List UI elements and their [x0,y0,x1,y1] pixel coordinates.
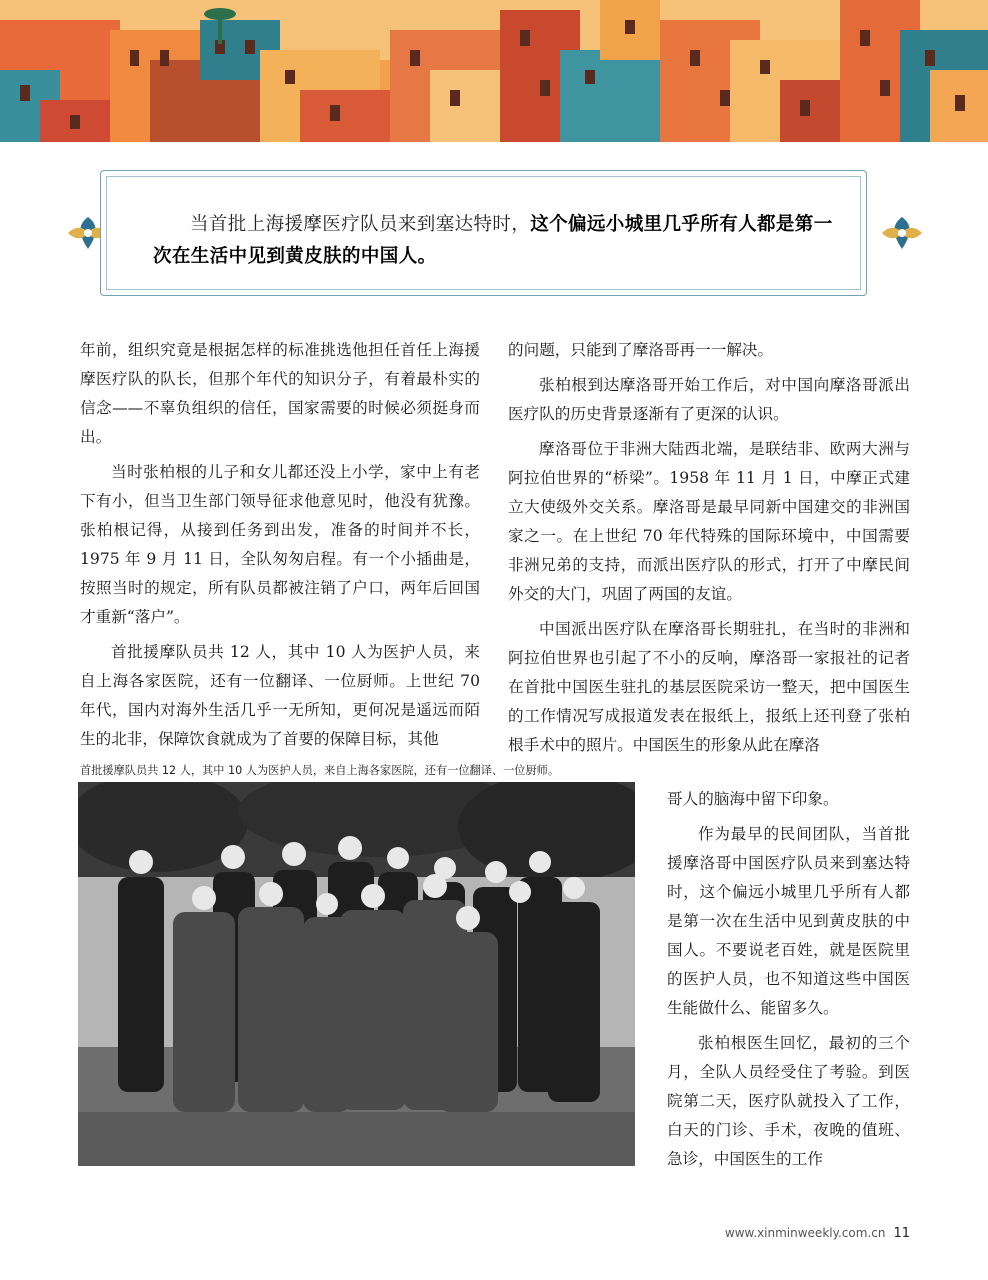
paragraph: 当时张柏根的儿子和女儿都还没上小学，家中上有老下有小，但当卫生部门领导征求他意见时，他没有犹豫。张柏根记得，从接到任务到出发，准备的时间并不长，1975 年 9 月 11 日，全队匆匆启程。有一个小插曲是，按照当时的规定，所有队员都被注销了户口，两年后回国才重新“落户”。 [80,463,480,626]
pull-quote-box [100,170,867,296]
header-illustration [0,0,988,142]
pull-quote-normal: 当首批上海援摩医疗队员来到塞达特时， [190,214,531,235]
ornament-right-icon [880,213,924,253]
article-column-3 [667,785,910,1180]
paragraph: 的问题，只能到了摩洛哥再一一解决。 [508,341,774,359]
group-photo [78,782,635,1166]
page-footer [700,1226,910,1241]
photo-caption: 首批援摩队员共 12 人，其中 10 人为医护人员，来自上海各家医院，还有一位翻译、一位厨师。 [80,764,560,777]
paragraph: 摩洛哥位于非洲大陆西北端，是联结非、欧两大洲与阿拉伯世界的“桥梁”。1958 年 11 月 1 日，中摩正式建立大使级外交关系。摩洛哥是最早同新中国建交的非洲国家之一。在上世纪 70 年代特殊的国际环境中，中国需要非洲兄弟的支持，而派出医疗队的形式，打开了中摩民间外交的大门，巩固了两国的友谊。 [508,440,910,603]
paragraph: 首批援摩队员共 12 人，其中 10 人为医护人员，来自上海各家医院，还有一位翻译、一位厨师。上世纪 70 年代，国内对海外生活几乎一无所知，更何况是遥远而陌生的北非，保障饮食就成为了首要的保障目标，其他 [80,643,480,748]
page-number: 11 [893,1226,910,1241]
paragraph: 张柏根到达摩洛哥开始工作后，对中国向摩洛哥派出医疗队的历史背景逐渐有了更深的认识。 [508,376,910,423]
article-column-2 [508,336,910,766]
paragraph: 中国派出医疗队在摩洛哥长期驻扎，在当时的非洲和阿拉伯世界也引起了不小的反响，摩洛哥一家报社的记者在首批中国医生驻扎的基层医院采访一整天，把中国医生的工作情况写成报道发表在报纸上，报纸上还刊登了张柏根手术中的照片。中国医生的形象从此在摩洛 [508,620,910,754]
pull-quote-text [153,209,843,273]
paragraph: 哥人的脑海中留下印象。 [667,790,839,808]
paragraph: 作为最早的民间团队，当首批援摩洛哥中国医疗队员来到塞达特时，这个偏远小城里几乎所有人都是第一次在生活中见到黄皮肤的中国人。不要说老百姓，就是医院里的医护人员，也不知道这些中国医生能做什么、能留多久。 [667,825,910,1017]
pull-quote-bold: 这个偏远小城里几乎所有人都是第一次在生活中见到黄皮肤的中国人。 [153,214,833,267]
paragraph: 张柏根医生回忆，最初的三个月，全队人员经受住了考验。到医院第二天，医疗队就投入了工作，白天的门诊、手术，夜晚的值班、急诊，中国医生的工作 [667,1034,910,1168]
paragraph: 年前，组织究竟是根据怎样的标准挑选他担任首任上海援摩医疗队的队长，但那个年代的知识分子，有着最朴实的信念——不辜负组织的信任，国家需要的时候必须挺身而出。 [80,341,480,446]
article-column-1 [80,336,480,760]
footer-url: www.xinminweekly.com.cn [724,1226,886,1240]
